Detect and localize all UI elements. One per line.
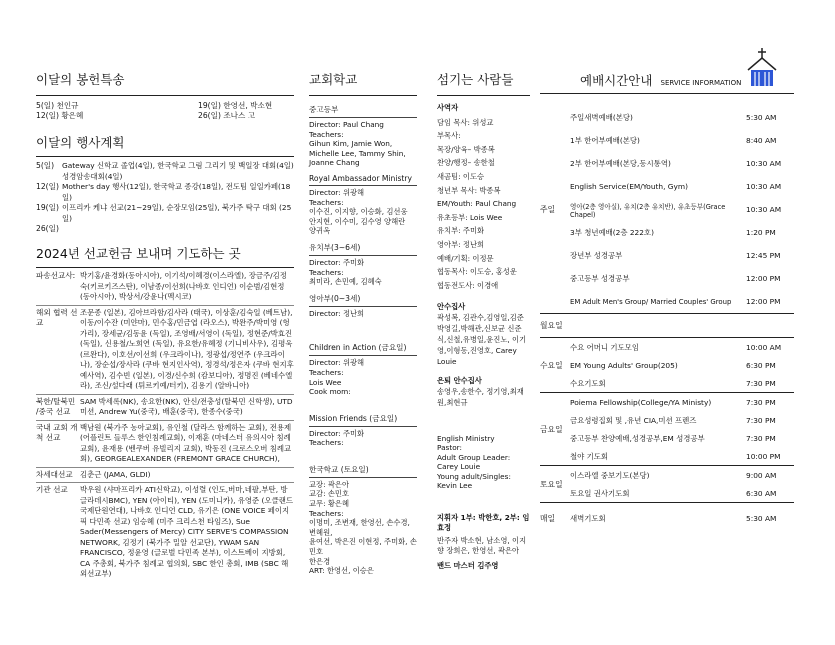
church-icon — [742, 46, 782, 90]
service-row: 이스라엘 중보기도(본당) 9:00 AM — [570, 470, 777, 480]
staff-title: 섬기는 사람들 — [437, 72, 514, 87]
events-title: 이달의 행사계획 — [36, 135, 125, 150]
accompanist: 반주자 박소현, 남소영, 이지향 장희은, 한영선, 곽은아 — [437, 536, 527, 555]
school-section: 유치부(3~6세) Director: 주미화 Teachers: 최미라, 손민예, 김혜숙 — [309, 242, 417, 287]
service-row: 장년부 성경공부 12:45 PM — [570, 251, 781, 260]
service-group: 월요일 — [540, 314, 794, 338]
service-row: 영아(2층 영아실), 유치(2층 유치반), 유초등부(Grace Chapel) 10:30 AM — [570, 202, 782, 219]
mission-title: 2024년 선교헌금 보내며 기도하는 곳 — [36, 246, 241, 261]
staff-list: 담임 목사: 위성교 부목사: 목장/양육– 박종복 찬양/행정– 송한철 새곰팀: 이도승 청년부 목사: 박종복 EM/Youth: Paul Chang 유초등부: Lois Wee 유치부: 주미화 영아부: 정난희 예배/기획: 이정문 협동목사: 이도승, 홍성운 협동전도사: 이경애 — [437, 117, 517, 290]
divider — [309, 95, 417, 96]
divider — [36, 156, 294, 157]
memorial-row: 12(일) 황은혜 26(일) 조나스 고 — [36, 111, 256, 120]
column-staff — [437, 70, 530, 571]
service-group: 수요일 수요 어머니 기도모임 10:00 AM EM Young Adults' Group(205) 6:30 PM 수요기도회 7:30 PM — [540, 338, 794, 393]
service-title: 예배시간안내 — [580, 73, 653, 88]
memorial-list — [36, 101, 294, 121]
divider — [36, 267, 294, 268]
service-row: 중고등부 찬양예배,성경공부,EM 성경공부 7:30 PM — [570, 433, 776, 443]
service-subtitle: SERVICE INFORMATION — [660, 79, 742, 87]
school-section: Mission Friends (금요일) Director: 주미화 Teachers: — [309, 413, 417, 448]
service-row: 수요기도회 7:30 PM — [570, 378, 776, 388]
school-section: Children in Action (금요일) Director: 위광해 Teachers: Lois Wee Cook mom: — [309, 342, 417, 396]
service-schedule — [540, 106, 794, 533]
conductor: 지휘자 1부: 박한호, 2부: 임효정 — [437, 513, 530, 532]
service-row: 주일새벽예배(본당) 5:30 AM — [570, 113, 777, 122]
english-ministry: English Ministry Pastor: Adult Group Leader: Carey Louie Young adult/Singles: Kevin Lee — [437, 433, 511, 491]
event-row: 19(일) 이프리카 케냐 선교(21~29일), 순장모임(25일), 북가주 탁구 대회 (25일) — [36, 203, 292, 223]
school-section: 영아부(0~3세) Director: 정난희 — [309, 293, 417, 319]
service-row: 토요일 권사기도회 6:30 AM — [570, 488, 777, 498]
mission-row: 북한/탈북민 /중국 선교 SAM 박세록(NK), 송요한(NK), 안신/전충성(탈북민 신학생), UTD미션, Andrew Yu(중국), 배훈(중국), 한종수(중국) — [36, 396, 293, 416]
service-row: English Service(EM/Youth, Gym) 10:30 AM — [570, 182, 782, 191]
event-row: 26(일) — [36, 224, 59, 233]
divider — [36, 95, 294, 96]
service-group: 토요일 이스라엘 중보기도(본당) 9:00 AM 토요일 권사기도회 6:30 AM — [540, 466, 794, 503]
school-section: 중고등부 Director: Paul Chang Teachers: Gihun Kim, Jamie Won, Michelle Lee, Tammy Shin, Joanne Chang — [309, 104, 417, 168]
mission-row: 차세대선교 김춘근 (JAMA, GLDI) — [36, 469, 151, 479]
service-group: 금요일 Poiema Fellowship(College/YA Ministy) 7:30 PM 금요성령집회 및 ,유년 CIA,미션 프렌즈 7:30 PM 중고등부 찬양예배,성경공부,EM 성경공부 7:30 PM 철야 기도회 10:00 PM — [540, 393, 794, 466]
service-row: 3부 청년예배(2층 222호) 1:20 PM — [570, 228, 776, 237]
mission-row: 해외 협력 선교 조문종 (일본), 김아브라함/김사라 (태국), 이상훈/김숙일 (베트남), 이동/이수잔 (미얀마), 민수홍/민금엽 (라오스), 박완주/박미영 (헝가리), 장세균/김동윤 (독일), 조영배/서영이 (독일), 정현준/박효진 (독일), 신용철/노희연 (독일), 유요한/유혜정 (기니비사우), 김평욱 (르완다), 이호선/이선희 (우크라이나), 정광섭/정연주 (우크라이나), 장순섭/장사라 (쿠바 현지인사역), 정경석/정은자 (쿠바 현지후예사역), 김수빈 (일본), 이경/신수희 (캄보디아), 정명진 (베네수엘라), 조신/설다래 (튀르키예/터키), 김용기 (알바니아) — [36, 307, 294, 390]
event-row: 5(일) Gateway 신학교 졸업(4일), 한국학교 그림 그리기 및 백일장 대회(4일) 성경암송대회(4일) — [36, 161, 294, 181]
mission-row: 파송선교사: 박기홍/윤경화(동아시아), 이기석/이혜경(이스라엘), 장금주/김정숙(키르키즈스탄), 이남종/이선희(나바호 인디언) 이순범/김현정(동아시아), 박상서/강윤나(멕시코) — [36, 271, 287, 301]
service-group: 주일 주일새벽예배(본당) 5:30 AM 1부 한어부예배(본당) 8:40 AM 2부 한어부예배(본당,동시통역) 10:30 AM English Service(EM/Youth, Gym) 10:30 AM 영아(2층 영아실), 유치(2층 유치반), 유초등부(Grace Chapel) 10:30 AM 3부 청년예배(2층 222호) 1:20 PM 장년부 성경공부 12:45 PM 중고등부 성경공부 12:00 PM EM Adult Men's Group/ Married Couples' Group 12:00 PM — [540, 106, 794, 314]
service-group: 매일 새벽기도회 5:30 AM — [540, 503, 794, 533]
service-row: 2부 한어부예배(본당,동시통역) 10:30 AM — [570, 159, 782, 168]
service-row: 새벽기도회 5:30 AM — [570, 513, 777, 523]
staff-heading: 사역자 — [437, 103, 459, 112]
divider — [540, 93, 794, 94]
retired-list: 송영우,송한수, 정기영,최재원,최현규 — [437, 386, 524, 407]
retired-heading: 은퇴 안수집사 — [437, 375, 482, 385]
mission-list — [36, 271, 294, 580]
events-list — [36, 161, 294, 234]
school-section: Royal Ambassador Ministry Director: 위광해 Teachers: 이수진, 이지향, 이승화, 김선웅 안지현, 이수미, 김수영 양해란 양귀옥 — [309, 174, 417, 236]
memorial-row: 5(일) 천인규 19(일) 한영선, 박소현 — [36, 101, 273, 110]
mission-row: 기관 선교 박우원 (샤마프리카 ATI신학교), 이성렬 (인도,버마,네팔,부탄, 방글라데시BMC), YEN (아이티), YEN (도미니카), 유영준 (오클랜드 국제단원연대), 나바호 인디언 CLD, 유기은 (ONE VOICE 페이지픽 다민족 선교) 임승혜 (미주 크리스천 타임즈), Sue Sader(Messengers of Mercy) CITY SERVE'S COMPASSION NETWORK, 김정기 (북가주 밀알 선교단), YWAM SAN FRANCISCO, 정윤영 (글로벌 다민족 본부), 이스트베이 지방회, CA 주총회, 북가주 침례교 협의회, SBC 한인 총회, IMB (SBC 해외선교부) — [36, 485, 293, 578]
service-row: 수요 어머니 기도모임 10:00 AM — [570, 342, 782, 352]
stewards-list: 곽성복, 김관수,김영일,김준 박영길,박해관,신보균 신준식,신철,유병일,윤진노, 이기영,이형동,진영호, Carey Louie — [437, 312, 527, 366]
divider — [36, 482, 294, 483]
mission-row: 국내 교회 개척 선교 백남원 (북가주 농아교회), 유인철 (달라스 함께하는 교회), 전용제 (어플린트 들루스 한인침례교회), 이재훈 (마네스터 유의시아 침례교회), 윤재용 (벤쿠버 유빌리지 교회), 박동진 (크로스오버 침례교회), GEORGEALEXANDER (FREMONT GRACE CHURCH), — [36, 422, 292, 463]
event-row: 12(일) Mother's day 행사(12일), 한국학교 종강(18일), 전도팀 일일카페(18일) — [36, 182, 291, 202]
column-announcements — [36, 70, 294, 580]
service-row: 철야 기도회 10:00 PM — [570, 451, 781, 461]
divider — [437, 95, 530, 96]
church-school-title: 교회학교 — [309, 72, 358, 87]
divider — [36, 420, 294, 421]
service-row: 중고등부 성경공부 12:00 PM — [570, 274, 781, 283]
column-church-school — [309, 70, 417, 582]
school-section: 한국학교 (토요일) 교장: 곽은아 교감: 손민호 교무: 황은혜 Teachers: 이명미, 조변재, 한영선, 손수경, 변혜원, 윤여선, 박은진 이현정, 주미화, 손민호 한은경 ART: 한영선, 이승은 — [309, 464, 417, 576]
band-master: 밴드 마스터 김주영 — [437, 561, 499, 571]
memorial-title: 이달의 봉헌특송 — [36, 72, 125, 87]
stewards-heading: 안수집사 — [437, 302, 466, 312]
service-row: EM Adult Men's Group/ Married Couples' Group 12:00 PM — [570, 297, 781, 306]
service-row: 금요성령집회 및 ,유년 CIA,미션 프렌즈 7:30 PM — [570, 415, 776, 425]
service-row: EM Young Adults' Group(205) 6:30 PM — [570, 360, 776, 370]
divider — [36, 467, 294, 468]
service-row: 1부 한어부예배(본당) 8:40 AM — [570, 136, 777, 145]
divider — [36, 305, 294, 306]
service-row: Poiema Fellowship(College/YA Ministy) 7:30 PM — [570, 397, 776, 407]
divider — [36, 394, 294, 395]
